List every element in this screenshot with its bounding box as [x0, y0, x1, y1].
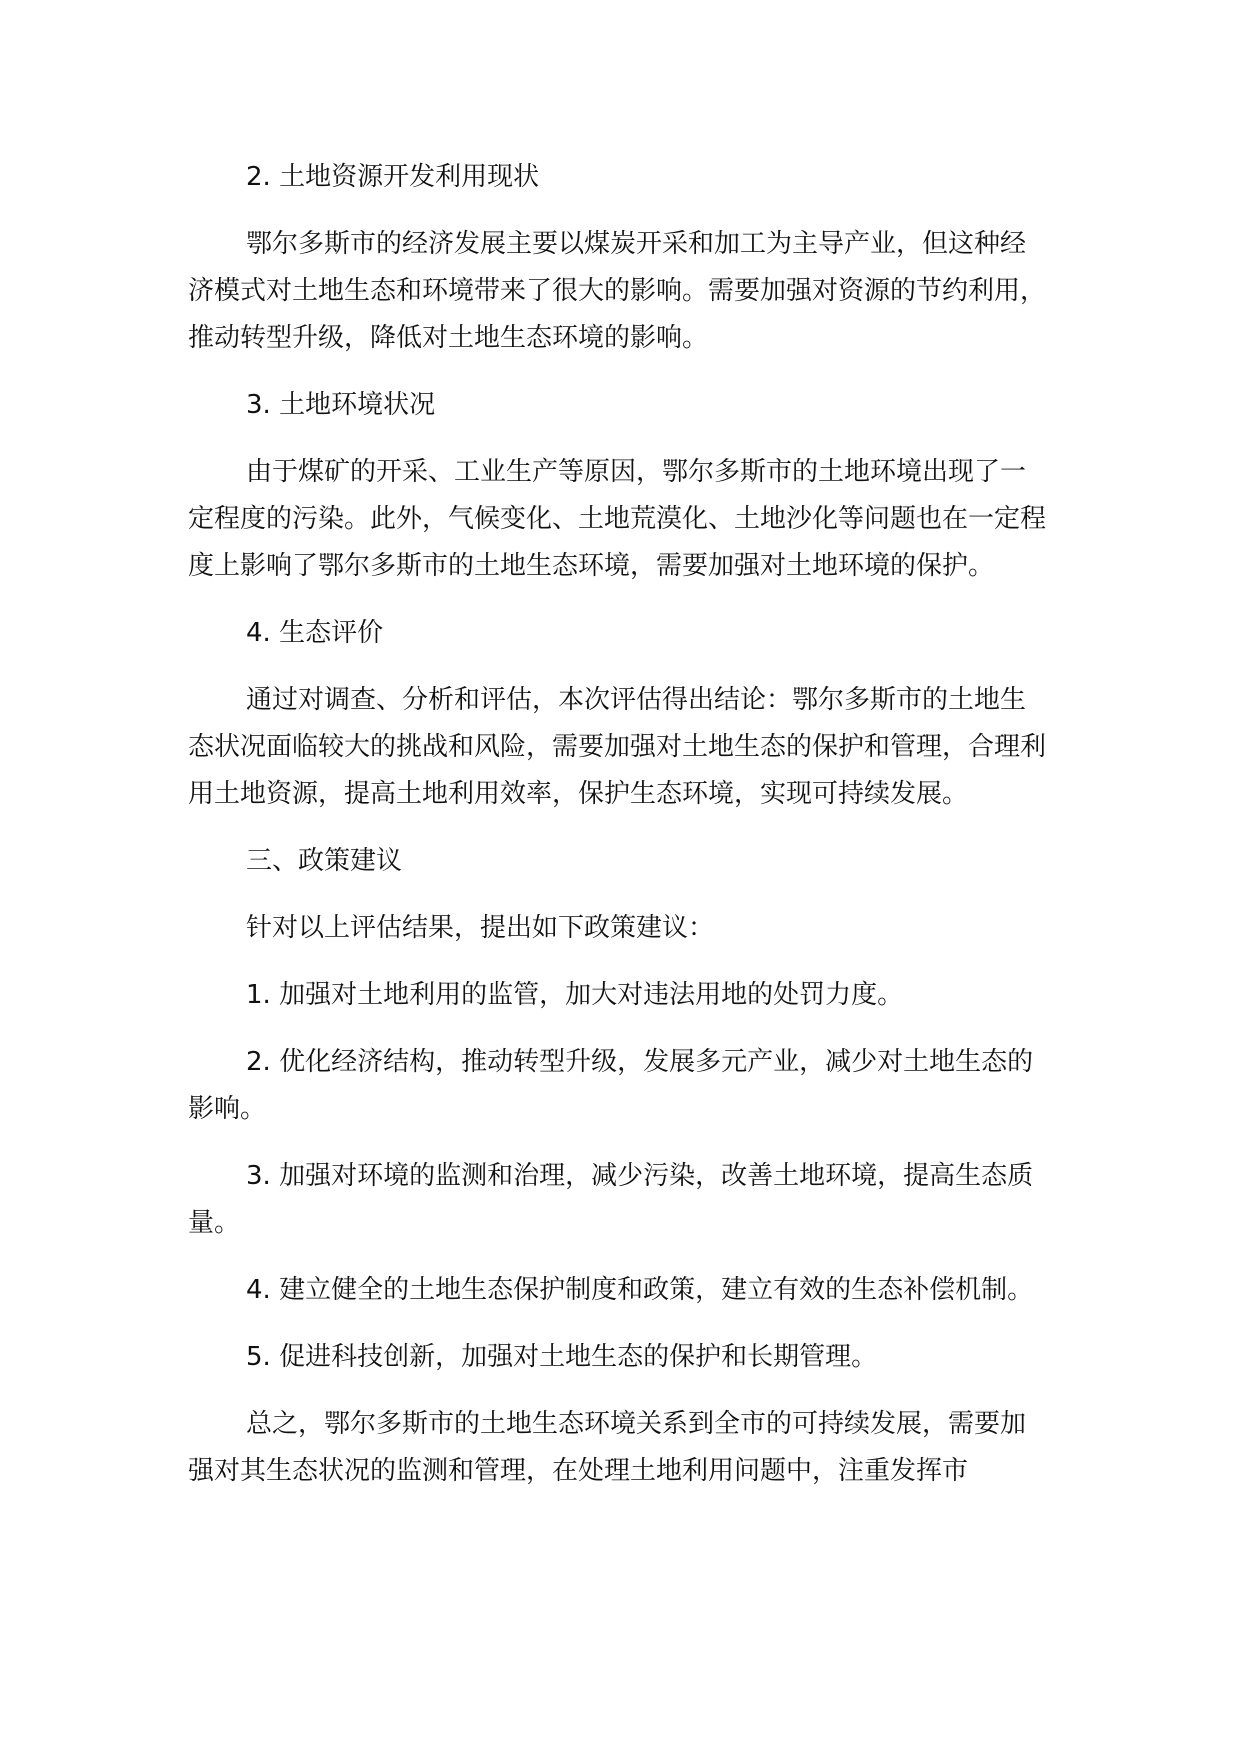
paragraph-conclusion: 总之，鄂尔多斯市的土地生态环境关系到全市的可持续发展，需要加强对其生态状况的监测和管理，在处理土地利用问题中，注重发挥市: [188, 1409, 1027, 1486]
paragraph-land-environment: 由于煤矿的开采、工业生产等原因，鄂尔多斯市的土地环境出现了一定程度的污染。此外，气候变化、土地荒漠化、土地沙化等问题也在一定程度上影响了鄂尔多斯市的土地生态环境，需要加强对土地环境的保护。: [188, 457, 1047, 581]
policy-item-5: 5. 促进科技创新，加强对土地生态的保护和长期管理。: [246, 1342, 878, 1372]
section-heading-land-environment: 3. 土地环境状况: [246, 390, 436, 420]
policy-item-1: 1. 加强对土地利用的监管，加大对违法用地的处罚力度。: [246, 980, 904, 1010]
policy-item-4: 4. 建立健全的土地生态保护制度和政策，建立有效的生态补偿机制。: [246, 1275, 1034, 1305]
section-heading-ecological-evaluation: 4. 生态评价: [246, 618, 384, 648]
section-heading-land-resource-use: 2. 土地资源开发利用现状: [246, 162, 540, 192]
document-body: [188, 154, 1048, 1515]
paragraph-ecological-evaluation: 通过对调查、分析和评估，本次评估得出结论：鄂尔多斯市的土地生态状况面临较大的挑战和风险，需要加强对土地生态的保护和管理，合理利用土地资源，提高土地利用效率，保护生态环境，实现可持续发展。: [188, 685, 1047, 809]
policy-item-3: 3. 加强对环境的监测和治理，减少污染，改善土地环境，提高生态质量。: [188, 1161, 1034, 1238]
policy-item-2: 2. 优化经济结构，推动转型升级，发展多元产业，减少对土地生态的影响。: [188, 1047, 1034, 1124]
section-heading-policy-suggestions: 三、政策建议: [246, 846, 403, 876]
paragraph-land-resource-use: 鄂尔多斯市的经济发展主要以煤炭开采和加工为主导产业，但这种经济模式对土地生态和环境带来了很大的影响。需要加强对资源的节约利用，推动转型升级，降低对土地生态环境的影响。: [188, 229, 1047, 353]
paragraph-policy-intro: 针对以上评估结果，提出如下政策建议：: [246, 913, 715, 943]
